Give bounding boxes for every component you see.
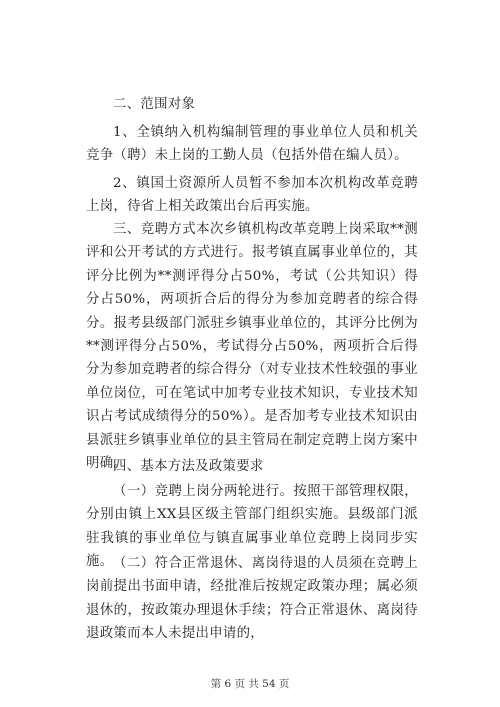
paragraph-section-3: 三、竞聘方式本次乡镇机构改革竞聘上岗采取**测评和公开考试的方式进行。报考镇直属事业单位的，其评分比例为**测评得分占50%，考试（公共知识）得分占50%，两项折合后的得分为参加竞聘者的综合得分。报考县级部门派驻乡镇事业单位的，其评分比例为**测评得分占50%，考试得分占50%，两项折合后得分为参加竞聘者的综合得分（对专业技术性较强的事业单位岗位，可在笔试中加考专业技术知识，专业技术知识占考试成绩得分的50%）。是否加考专业技术知识由县派驻乡镇事业单位的县主管局在制定竞聘上岗方案中明确。 <box>86 222 418 472</box>
paragraph-subsection-1: （一）竞聘上岗分两轮进行。按照干部管理权限，分别由镇上XX县区级主管部门组织实施。县级部门派驻我镇的事业单位与镇直属事业单位竞聘上岗同步实施。 <box>86 484 418 570</box>
section-heading-scope: 二、范围对象 <box>113 97 196 112</box>
paragraph-item-1: 1、全镇纳入机构编制管理的事业单位人员和机关竞争（聘）未上岗的工勤人员（包括外借在编人员）。 <box>86 125 418 164</box>
paragraph-subsection-2: （二）符合正常退休、离岗待退的人员须在竞聘上岗前提出书面申请，经批准后按规定政策办理；属必须退休的，按政策办理退休手续；符合正常退休、离岗待退政策而本人未提出申请的， <box>86 556 418 642</box>
paragraph-item-2: 2、镇国土资源所人员暂不参加本次机构改革竞聘上岗，待省上相关政策出台后再实施。 <box>86 176 418 215</box>
page-footer: 第 6 页 共 54 页 <box>210 678 290 690</box>
section-heading-methods: 四、基本方法及政策要求 <box>113 459 264 474</box>
